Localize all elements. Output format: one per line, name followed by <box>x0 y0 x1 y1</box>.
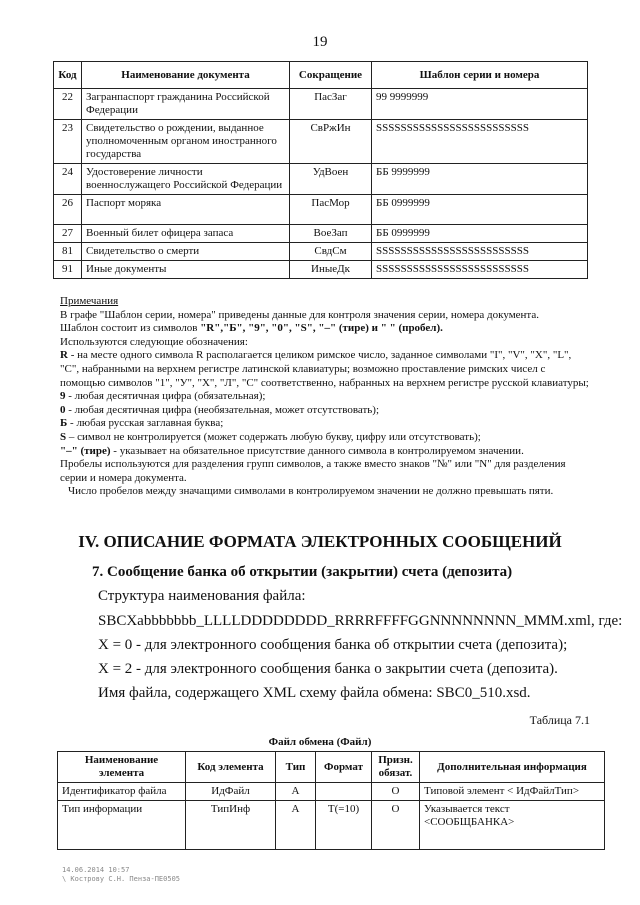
notes-line <box>60 349 590 390</box>
symbol-s: S <box>60 430 67 443</box>
table-row <box>54 89 588 120</box>
cell-name: Военный билет офицера запаса <box>82 225 290 243</box>
cell-name: Свидетельство о смерти <box>82 243 290 261</box>
page-number: 19 <box>312 34 328 50</box>
symbol-0: 0 <box>60 403 66 416</box>
cell-code: 91 <box>54 261 82 279</box>
table-number: Таблица 7.1 <box>529 713 590 727</box>
cell-pattern: 99 9999999 <box>372 89 588 120</box>
header-element-code: Код элемента <box>186 752 276 783</box>
symbol-9-desc: - любая десятичная цифра (обязательная); <box>65 390 266 403</box>
symbol-b-desc: - любая русская заглавная буква; <box>67 417 224 430</box>
symbol-dash-desc: - указывает на обязательное присутствие данного символа в контролируемом значении. <box>110 444 524 457</box>
notes-line <box>60 445 590 459</box>
notes-title: Примечания <box>60 295 119 307</box>
header-additional-info: Дополнительная информация <box>420 752 605 783</box>
notes-block <box>60 295 590 499</box>
cell-code: 81 <box>54 243 82 261</box>
notes-line: Используются следующие обозначения: <box>60 335 248 348</box>
table-row <box>54 164 588 195</box>
cell-pattern: SSSSSSSSSSSSSSSSSSSSSSSSS <box>372 120 588 164</box>
cell-name: Свидетельство о рождении, выданное уполномоченным органом иностранного государства <box>82 120 290 164</box>
table-header-row <box>54 62 588 89</box>
cell-pattern: ББ 9999999 <box>372 164 588 195</box>
exchange-file-table <box>57 751 605 850</box>
header-element-name: Наименование элемента <box>58 752 186 783</box>
cell-pattern: ББ 0999999 <box>372 225 588 243</box>
cell-name: Иные документы <box>82 261 290 279</box>
header-document-name: Наименование документа <box>82 62 290 89</box>
notes-line: В графе "Шаблон серии, номера" приведены данные для контроля значения серии, номера документа. <box>60 308 539 321</box>
notes-line <box>60 417 590 431</box>
notes-symbols: "R","Б", "9", "0", "S", "–" (тире) и " " (пробел). <box>200 322 443 335</box>
cell-type: А <box>276 801 316 850</box>
cell-pattern: SSSSSSSSSSSSSSSSSSSSSSSSS <box>372 261 588 279</box>
table-row <box>58 783 605 801</box>
body-line: X = 2 - для электронного сообщения банка о закрытии счета (депозита). <box>98 661 558 677</box>
document-types-table <box>53 61 588 279</box>
body-line: Структура наименования файла: <box>98 588 306 604</box>
body-line: Имя файла, содержащего XML схему файла обмена: SBC0_510.xsd. <box>98 685 531 701</box>
cell-code: 27 <box>54 225 82 243</box>
cell-additional-info: Указывается текст <СООБЩБАНКА> <box>420 801 605 850</box>
cell-required: О <box>372 801 420 850</box>
notes-line: Пробелы используются для разделения групп символов, а также вместо знаков "№" или "N" для разделения серии и номера документа. <box>60 458 566 484</box>
notes-line <box>60 431 590 445</box>
cell-type: А <box>276 783 316 801</box>
print-stamp <box>62 866 180 884</box>
cell-code: 24 <box>54 164 82 195</box>
cell-element-code: ИдФайл <box>186 783 276 801</box>
cell-name: Загранпаспорт гражданина Российской Федерации <box>82 89 290 120</box>
subsection-title: 7. Сообщение банка об открытии (закрытии) счета (депозита) <box>92 564 513 580</box>
header-format: Формат <box>316 752 372 783</box>
cell-code: 26 <box>54 195 82 225</box>
cell-abbr: СвРжИн <box>290 120 372 164</box>
cell-pattern: SSSSSSSSSSSSSSSSSSSSSSSSS <box>372 243 588 261</box>
table-caption: Файл обмена (Файл) <box>268 736 372 748</box>
symbol-0-desc: - любая десятичная цифра (необязательная, может отсутствовать); <box>65 403 380 416</box>
symbol-s-desc: – символ не контролируется (может содержать любую букву, цифру или отсутствовать); <box>66 430 481 443</box>
header-pattern: Шаблон серии и номера <box>372 62 588 89</box>
cell-abbr: ВоеЗап <box>290 225 372 243</box>
cell-element-name: Идентификатор файла <box>58 783 186 801</box>
stamp-line: 14.06.2014 10:57 <box>62 866 130 874</box>
notes-text: Шаблон состоит из символов <box>60 322 201 335</box>
body-line: X = 0 - для электронного сообщения банка об открытии счета (депозита); <box>98 637 568 653</box>
cell-additional-info: Типовой элемент < ИдФайлТип> <box>420 783 605 801</box>
cell-element-code: ТипИнф <box>186 801 276 850</box>
symbol-r-desc: - на месте одного символа R располагается целиком римское число, заданное символами "I", "V", "X", "L", "C", набранными на верхнем регистре латинской клавиатуры; возможно проставление римских чисел с помощью символов "1", "У", "Х", "Л", "С" соответственно, набранных на верхнем регистре русской клавиатуры; <box>60 349 589 389</box>
header-type: Тип <box>276 752 316 783</box>
symbol-r: R <box>60 349 68 362</box>
cell-pattern: ББ 0999999 <box>372 195 588 225</box>
cell-name: Паспорт моряка <box>82 195 290 225</box>
cell-format: Т(=10) <box>316 801 372 850</box>
table-row <box>54 225 588 243</box>
table-header-row <box>58 752 605 783</box>
cell-abbr: ПасМор <box>290 195 372 225</box>
symbol-9: 9 <box>60 390 66 403</box>
cell-element-name: Тип информации <box>58 801 186 850</box>
cell-abbr: УдВоен <box>290 164 372 195</box>
header-required: Призн. обязат. <box>372 752 420 783</box>
table-row <box>54 120 588 164</box>
notes-line <box>60 390 590 404</box>
section-title: IV. ОПИСАНИЕ ФОРМАТА ЭЛЕКТРОННЫХ СООБЩЕНИЙ <box>78 532 562 551</box>
cell-abbr: ИныеДк <box>290 261 372 279</box>
symbol-b: Б <box>60 417 68 430</box>
notes-line <box>60 404 590 418</box>
cell-format <box>316 783 372 801</box>
filename-structure: SBCXabbbbbbb_LLLLDDDDDDDD_RRRRFFFFGGNNNNNNNN_MMM.xml, где: <box>98 613 623 629</box>
cell-required: О <box>372 783 420 801</box>
cell-abbr: СвдСм <box>290 243 372 261</box>
cell-code: 22 <box>54 89 82 120</box>
cell-abbr: ПасЗаг <box>290 89 372 120</box>
stamp-line: \ Кострову С.Н. Пенза-ПЕ0505 <box>62 875 181 883</box>
table-row <box>54 243 588 261</box>
table-row <box>58 801 605 850</box>
cell-code: 23 <box>54 120 82 164</box>
header-abbreviation: Сокращение <box>290 62 372 89</box>
notes-line <box>60 322 590 336</box>
table-row <box>54 261 588 279</box>
cell-name: Удостоверение личности военнослужащего Российской Федерации <box>82 164 290 195</box>
header-code: Код <box>54 62 82 89</box>
symbol-dash: "–" (тире) <box>60 444 111 457</box>
table-row <box>54 195 588 225</box>
notes-line: Число пробелов между значащими символами в контролируемом значении не должно превышать пяти. <box>68 485 554 498</box>
